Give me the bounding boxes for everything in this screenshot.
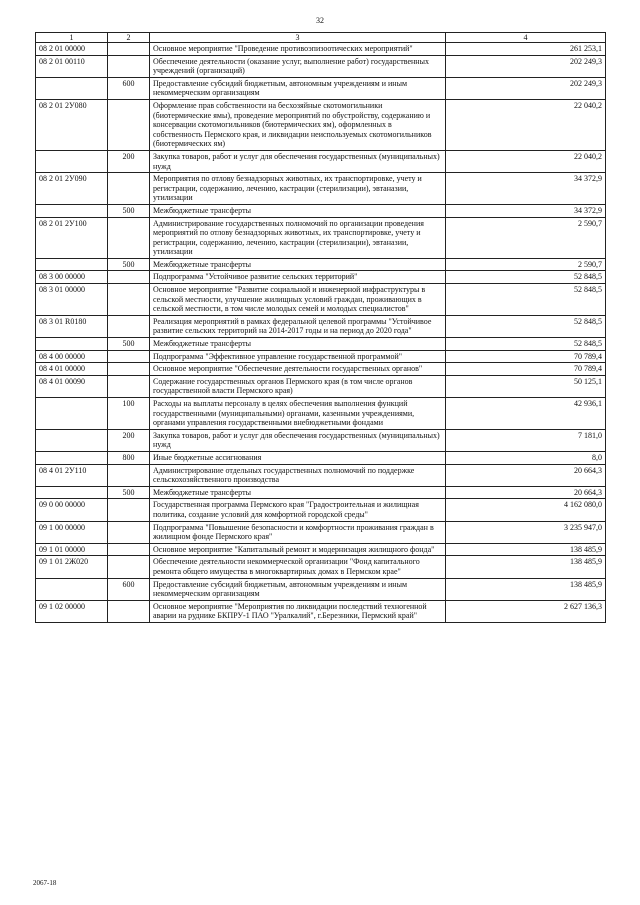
table-row bbox=[36, 521, 606, 543]
row-name: Мероприятия по отлову безнадзорных животных, их транспортировке, учету и регистрации, содержанию, лечению, кастрации (стерилизации), эвтаназии, утилизации bbox=[150, 173, 446, 205]
row-code: 08 3 01 00000 bbox=[36, 284, 108, 316]
row-expense-type bbox=[108, 600, 150, 622]
row-expense-type: 500 bbox=[108, 338, 150, 351]
table-row bbox=[36, 556, 606, 578]
table-row bbox=[36, 217, 606, 258]
row-code bbox=[36, 338, 108, 351]
table-row bbox=[36, 578, 606, 600]
row-name: Подпрограмма "Эффективное управление государственной программой" bbox=[150, 350, 446, 363]
row-expense-type bbox=[108, 315, 150, 337]
row-code bbox=[36, 578, 108, 600]
row-name: Основное мероприятие "Развитие социальной и инженерной инфраструктуры в сельской местности, улучшение жилищных условий граждан, проживающих в сельской местности, в том числе молодых семей и молодых специалистов" bbox=[150, 284, 446, 316]
table-row bbox=[36, 363, 606, 376]
row-code bbox=[36, 204, 108, 217]
table-row bbox=[36, 375, 606, 397]
row-amount: 138 485,9 bbox=[446, 543, 606, 556]
row-name: Содержание государственных органов Пермского края (в том числе органов государственной власти Пермского края) bbox=[150, 375, 446, 397]
column-header-3: 3 bbox=[150, 33, 446, 43]
row-code: 09 1 01 00000 bbox=[36, 543, 108, 556]
row-name: Основное мероприятие "Капитальный ремонт и модернизация жилищного фонда" bbox=[150, 543, 446, 556]
row-expense-type: 600 bbox=[108, 77, 150, 99]
row-expense-type bbox=[108, 173, 150, 205]
column-header-1: 1 bbox=[36, 33, 108, 43]
column-header-2: 2 bbox=[108, 33, 150, 43]
document-code: 2067-18 bbox=[33, 879, 57, 887]
row-expense-type bbox=[108, 271, 150, 284]
row-expense-type: 500 bbox=[108, 204, 150, 217]
row-name: Межбюджетные трансферты bbox=[150, 338, 446, 351]
table-row bbox=[36, 600, 606, 622]
row-amount: 4 162 080,0 bbox=[446, 499, 606, 521]
row-name: Межбюджетные трансферты bbox=[150, 204, 446, 217]
row-amount: 22 040,2 bbox=[446, 99, 606, 150]
row-amount: 52 848,5 bbox=[446, 271, 606, 284]
row-amount: 202 249,3 bbox=[446, 55, 606, 77]
row-expense-type bbox=[108, 55, 150, 77]
row-amount: 34 372,9 bbox=[446, 204, 606, 217]
row-expense-type: 200 bbox=[108, 150, 150, 172]
row-amount: 52 848,5 bbox=[446, 338, 606, 351]
row-code: 08 2 01 2У100 bbox=[36, 217, 108, 258]
table-body bbox=[36, 43, 606, 623]
row-expense-type: 500 bbox=[108, 486, 150, 499]
row-amount: 3 235 947,0 bbox=[446, 521, 606, 543]
budget-table bbox=[35, 32, 606, 623]
row-code: 08 2 01 00110 bbox=[36, 55, 108, 77]
row-name: Оформление прав собственности на бесхозяйные скотомогильники (биотермические ямы), проведение мероприятий по обустройству, содержанию и консервации скотомогильников (биотермических ям), оформленных в собственность Пермского края, и ликвидации неиспользуемых скотомогильников (биотермических ям) bbox=[150, 99, 446, 150]
row-code: 08 4 01 00000 bbox=[36, 363, 108, 376]
row-amount: 50 125,1 bbox=[446, 375, 606, 397]
row-code: 09 1 02 00000 bbox=[36, 600, 108, 622]
row-expense-type bbox=[108, 350, 150, 363]
row-expense-type bbox=[108, 375, 150, 397]
row-code: 08 3 01 R0180 bbox=[36, 315, 108, 337]
row-expense-type: 100 bbox=[108, 398, 150, 430]
row-name: Закупка товаров, работ и услуг для обеспечения государственных (муниципальных) нужд bbox=[150, 150, 446, 172]
row-expense-type bbox=[108, 43, 150, 56]
row-name: Межбюджетные трансферты bbox=[150, 258, 446, 271]
row-code: 08 3 00 00000 bbox=[36, 271, 108, 284]
row-name: Обеспечение деятельности некоммерческой организации "Фонд капитального ремонта общего имущества в многоквартирных домах в Пермском крае" bbox=[150, 556, 446, 578]
row-amount: 20 664,3 bbox=[446, 486, 606, 499]
table-row bbox=[36, 350, 606, 363]
row-code bbox=[36, 398, 108, 430]
row-code bbox=[36, 258, 108, 271]
page-number: 32 bbox=[316, 16, 324, 25]
table-row bbox=[36, 258, 606, 271]
row-name: Межбюджетные трансферты bbox=[150, 486, 446, 499]
row-name: Государственная программа Пермского края "Градостроительная и жилищная политика, создание условий для комфортной городской среды" bbox=[150, 499, 446, 521]
row-expense-type bbox=[108, 363, 150, 376]
row-amount: 70 789,4 bbox=[446, 350, 606, 363]
table-row bbox=[36, 486, 606, 499]
row-name: Администрирование отдельных государственных полномочий по поддержке сельскохозяйственного производства bbox=[150, 464, 446, 486]
row-code bbox=[36, 77, 108, 99]
row-name: Основное мероприятие "Мероприятия по ликвидации последствий техногенной аварии на руднике БКПРУ-1 ПАО "Уралкалий", г.Березники, Пермский край" bbox=[150, 600, 446, 622]
table-header-row bbox=[36, 33, 606, 43]
row-code: 09 1 01 2Ж020 bbox=[36, 556, 108, 578]
table-row bbox=[36, 99, 606, 150]
row-name: Основное мероприятие "Проведение противоэпизоотических мероприятий" bbox=[150, 43, 446, 56]
row-name: Закупка товаров, работ и услуг для обеспечения государственных (муниципальных) нужд bbox=[150, 429, 446, 451]
row-amount: 2 590,7 bbox=[446, 217, 606, 258]
row-expense-type: 800 bbox=[108, 451, 150, 464]
row-expense-type bbox=[108, 464, 150, 486]
row-name: Предоставление субсидий бюджетным, автономным учреждениям и иным некоммерческим организациям bbox=[150, 578, 446, 600]
table-row bbox=[36, 204, 606, 217]
row-expense-type: 200 bbox=[108, 429, 150, 451]
row-amount: 2 590,7 bbox=[446, 258, 606, 271]
row-name: Администрирование государственных полномочий по организации проведения мероприятий по отлову безнадзорных животных, их транспортировке, учету и регистрации, содержанию, лечению, кастрации (стерилизации), эвтаназии, утилизации bbox=[150, 217, 446, 258]
row-code bbox=[36, 429, 108, 451]
row-name: Реализация мероприятий в рамках федеральной целевой программы "Устойчивое развитие сельских территорий на 2014-2017 годы и на период до 2020 года" bbox=[150, 315, 446, 337]
row-expense-type bbox=[108, 556, 150, 578]
row-amount: 8,0 bbox=[446, 451, 606, 464]
table-row bbox=[36, 464, 606, 486]
row-name: Подпрограмма "Повышение безопасности и комфортности проживания граждан в жилищном фонде Пермского края" bbox=[150, 521, 446, 543]
row-expense-type: 500 bbox=[108, 258, 150, 271]
row-expense-type bbox=[108, 284, 150, 316]
row-name: Иные бюджетные ассигнования bbox=[150, 451, 446, 464]
table-row bbox=[36, 499, 606, 521]
row-name: Обеспечение деятельности (оказание услуг, выполнение работ) государственных учреждений (организаций) bbox=[150, 55, 446, 77]
row-amount: 138 485,9 bbox=[446, 578, 606, 600]
row-amount: 52 848,5 bbox=[446, 284, 606, 316]
table-row bbox=[36, 150, 606, 172]
table-row bbox=[36, 543, 606, 556]
row-code: 08 2 01 2У080 bbox=[36, 99, 108, 150]
table-row bbox=[36, 43, 606, 56]
table-row bbox=[36, 429, 606, 451]
table-row bbox=[36, 77, 606, 99]
row-name: Расходы на выплаты персоналу в целях обеспечения выполнения функций государственными (муниципальными) органами, казенными учреждениями, органами управления государственными внебюджетными фондами bbox=[150, 398, 446, 430]
row-amount: 138 485,9 bbox=[446, 556, 606, 578]
row-code: 08 2 01 2У090 bbox=[36, 173, 108, 205]
row-code: 08 4 01 00090 bbox=[36, 375, 108, 397]
table-row bbox=[36, 271, 606, 284]
row-name: Основное мероприятие "Обеспечение деятельности государственных органов" bbox=[150, 363, 446, 376]
table-row bbox=[36, 398, 606, 430]
row-amount: 261 253,1 bbox=[446, 43, 606, 56]
row-name: Подпрограмма "Устойчивое развитие сельских территорий" bbox=[150, 271, 446, 284]
row-amount: 34 372,9 bbox=[446, 173, 606, 205]
row-amount: 202 249,3 bbox=[446, 77, 606, 99]
column-header-4: 4 bbox=[446, 33, 606, 43]
row-expense-type bbox=[108, 99, 150, 150]
row-code: 09 1 00 00000 bbox=[36, 521, 108, 543]
table-row bbox=[36, 284, 606, 316]
row-amount: 70 789,4 bbox=[446, 363, 606, 376]
row-expense-type bbox=[108, 217, 150, 258]
row-code bbox=[36, 150, 108, 172]
row-code: 09 0 00 00000 bbox=[36, 499, 108, 521]
row-amount: 20 664,3 bbox=[446, 464, 606, 486]
row-amount: 2 627 136,3 bbox=[446, 600, 606, 622]
row-expense-type bbox=[108, 521, 150, 543]
table-row bbox=[36, 338, 606, 351]
row-code: 08 2 01 00000 bbox=[36, 43, 108, 56]
row-amount: 22 040,2 bbox=[446, 150, 606, 172]
row-expense-type bbox=[108, 499, 150, 521]
table-row bbox=[36, 315, 606, 337]
row-amount: 42 936,1 bbox=[446, 398, 606, 430]
row-code: 08 4 00 00000 bbox=[36, 350, 108, 363]
table-row bbox=[36, 55, 606, 77]
row-expense-type bbox=[108, 543, 150, 556]
row-code bbox=[36, 451, 108, 464]
row-code bbox=[36, 486, 108, 499]
table-row bbox=[36, 451, 606, 464]
row-amount: 52 848,5 bbox=[446, 315, 606, 337]
row-amount: 7 181,0 bbox=[446, 429, 606, 451]
row-code: 08 4 01 2У110 bbox=[36, 464, 108, 486]
table-row bbox=[36, 173, 606, 205]
row-name: Предоставление субсидий бюджетным, автономным учреждениям и иным некоммерческим организациям bbox=[150, 77, 446, 99]
row-expense-type: 600 bbox=[108, 578, 150, 600]
